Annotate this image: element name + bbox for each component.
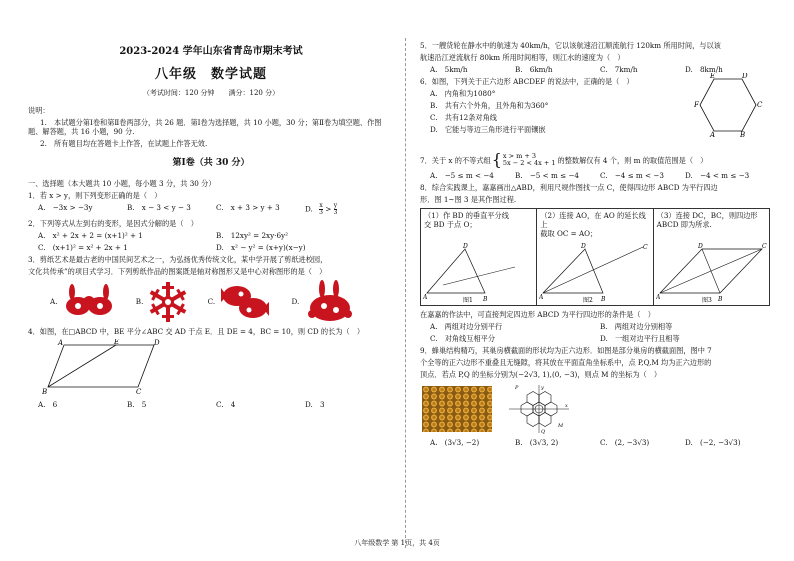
q9-stem-2: 个全等的正六边形不重叠且无缝隙，将其放在平面直角坐标系中，点 P,Q,M 均为正六边形的 [420, 358, 712, 367]
q1-stem: 1．若 x > y，则下列变形正确的是（ ） [28, 190, 162, 200]
exam-meta: （考试时间：120 分钟 满分：120 分） [142, 88, 280, 97]
q4-option-b: B. 5 [127, 399, 147, 409]
q4-label-d: D [154, 338, 160, 347]
q3-stem-1: 3．剪纸艺术是最古老的中国民间艺术之一，为弘扬优秀传统文化，某中学开展了剪纸进校园， [28, 254, 328, 264]
instruction-2: 2. 所有题目均在答题卡上作答，在试题上作答无效. [40, 138, 208, 148]
q3-option-c: C. [208, 280, 274, 324]
q6-block [420, 73, 770, 149]
q9-option-a: A. (3√3, −2) [430, 438, 480, 447]
q2-option-a: A. x² + 2x + 2 = (x+1)² + 1 [38, 230, 143, 240]
q7-options [430, 171, 770, 180]
q8-construction-boxes [420, 208, 770, 306]
svg-text:y: y [541, 385, 544, 391]
q3-option-b: B. [136, 280, 190, 324]
q8-fig1-caption: 图1 [463, 297, 473, 303]
q5-stem-1: 5．一艘货轮在静水中的航速为 40km/h，它以该航速沿江顺流航行 120km 所用时间，与以该 [420, 41, 721, 50]
q4-label-b: B [42, 387, 48, 395]
q1-option-d: D. $\frac{x}{3}$ > $\frac{y}{3}$ [305, 201, 338, 216]
q3-images [50, 280, 394, 324]
papercut-snowflake-icon [146, 280, 190, 324]
q6-label-a: A [710, 131, 716, 139]
q5-option-b: B. 6km/h [515, 65, 553, 74]
q9-option-d: D. (−2, −3√3) [685, 438, 741, 447]
q4-parallelogram-figure [42, 339, 162, 395]
q8-options [430, 322, 770, 343]
q8-stem-2: 形．图 1~图 3 是其作图过程. [420, 195, 517, 204]
q9-option-c: C. (2, −3√3) [600, 438, 650, 447]
q9-hexagon-grid-figure [506, 383, 572, 435]
q8-figure-3 [656, 241, 768, 303]
q8-option-d: D. 一组对边平行且相等 [600, 334, 680, 343]
q8-option-b: B. 两组对边分别相等 [600, 322, 673, 331]
q8-box-3: （3）连接 DC，BC，则四边形 ABCD 即为所求. A D B C 图3 [655, 211, 767, 303]
q1-option-c: C. x + 3 > y + 3 [216, 202, 280, 212]
q1-option-a: A. −3x > −3y [38, 202, 93, 212]
q2-option-b: B. 12xy² = 2xy·6y² [216, 230, 288, 240]
q1-options [38, 203, 394, 216]
q8-box-1: （1）作 BD 的垂直平分线 交 BD 于点 O； A D B 图1 [421, 209, 537, 305]
q5-option-d: D. 8km/h [685, 65, 723, 74]
svg-text:D: D [697, 243, 703, 250]
svg-text:C: C [643, 244, 648, 251]
q9-options [430, 438, 770, 447]
right-column [420, 38, 770, 450]
q4-option-d: D. 3 [305, 399, 325, 409]
q8-figure-2 [539, 241, 651, 303]
q1-option-b: B. x − 3 < y − 3 [127, 202, 191, 212]
honeycomb-photo [422, 386, 492, 432]
svg-text:D: D [581, 243, 587, 250]
part-heading: 一、选择题（本大题共 10 小题，每小题 3 分，共 30 分） [28, 178, 216, 188]
q7-option-c: C. −4 ≤ m < −3 [600, 171, 664, 180]
column-divider [405, 38, 406, 548]
q5-option-a: A. 5km/h [430, 65, 468, 74]
q6-label-f: F [694, 101, 699, 109]
q4-label-c: C [136, 387, 142, 395]
svg-text:M: M [558, 423, 564, 429]
svg-text:B: B [601, 296, 606, 303]
q6-label-b: B [740, 131, 746, 139]
q4-label-a: A [58, 338, 64, 347]
q7-option-b: B. −5 < m ≤ −4 [515, 171, 579, 180]
q8-option-c: C. 对角线互相平分 [430, 334, 496, 343]
q8-fig2-caption: 图2 [583, 297, 594, 303]
page-footer: 八年级数学 第 1页，共 4页 [354, 539, 440, 547]
q4-label-e: E [114, 338, 120, 346]
exam-title: 2023-2024 学年山东省青岛市期末考试 [119, 46, 303, 57]
svg-text:P: P [515, 385, 519, 391]
q9-stem-1: 9．蜂巢结构精巧，其巢房横截面的形状均为正六边形．如图是部分巢房的横截面图，图中 7 [420, 346, 712, 355]
svg-text:B: B [483, 296, 488, 303]
q6-hexagon-figure [694, 73, 764, 139]
q5-stem-2: 航速沿江逆流航行 80km 所用时间相等，则江水的速度为（ ） [420, 53, 625, 62]
q8-stem-3: 在嘉嘉的作法中，可直接判定四边形 ABCD 为平行四边形的条件是（ ） [420, 310, 655, 319]
q7-option-a: A. −5 ≤ m < −4 [430, 171, 494, 180]
q9-option-b: B. (3√3, 2) [515, 438, 559, 447]
q4-options [38, 400, 394, 409]
q3-option-d: D. [291, 280, 357, 324]
q4-option-a: A. 6 [38, 399, 58, 409]
papercut-rabbit-flower-icon [302, 280, 358, 324]
svg-text:x: x [565, 403, 568, 409]
q3-stem-2: 文化共传承”的项目式学习．下列剪纸作品的图案既是轴对称图形又是中心对称图形的是（ ） [28, 266, 327, 276]
q6-option-b: B. 共有六个外角，且外角和为360° [430, 101, 549, 110]
q7-option-d: D. −4 < m ≤ −3 [685, 171, 750, 180]
q8-stem-1: 8．综合实践课上，嘉嘉画出△ABD，利用尺规作图找一点 C，使得四边形 ABCD 为平行四边 [420, 183, 718, 192]
q2-option-d: D. x² − y² = (x+y)(x−y) [216, 242, 306, 252]
q6-label-c: C [757, 101, 763, 109]
q8-box-2: （2）连接 AO，在 AO 的延长线上 截取 OC = AO； A D B C 图2 [537, 209, 653, 305]
q6-option-c: C. 共有12条对角线 [430, 113, 497, 122]
q2-options [38, 231, 394, 252]
q8-fig3-caption: 图3 [701, 297, 712, 303]
svg-text:C: C [761, 243, 767, 250]
q5-option-c: C. 7km/h [600, 65, 638, 74]
svg-text:A: A [539, 294, 544, 301]
exam-subtitle: 八年级 数学试题 [154, 66, 267, 82]
q3-option-a: A. [50, 282, 118, 322]
section-title: 第Ⅰ卷（共 30 分） [172, 157, 250, 168]
instructions-label: 说明： [28, 105, 50, 115]
q6-option-d: D. 它能与等边三角形进行平面镶嵌 [430, 125, 546, 134]
q2-stem: 2．下列等式从左到右的变形，是因式分解的是（ ） [28, 218, 198, 228]
q8-figure-1 [423, 241, 527, 303]
papercut-fish-icon [217, 280, 273, 324]
svg-text:B: B [717, 296, 723, 303]
q9-figures [422, 383, 770, 435]
left-column [28, 38, 394, 412]
q6-label-d: D [742, 73, 748, 80]
q6-stem: 6．如图，下列关于正六边形 ABCDEF 的说法中，正确的是（ ） [420, 77, 634, 86]
instruction-1: 1. 本试题分第Ⅰ卷和第Ⅱ卷两部分，共 26 题．第Ⅰ卷为选择题，共 10 小题，30 分；第Ⅱ卷为填空题、作图题、解答题，共 16 小题，90 分. [28, 117, 382, 136]
svg-text:D: D [463, 243, 468, 250]
svg-text:Q: Q [541, 429, 546, 435]
q6-option-a: A. 内角和为1080° [430, 89, 496, 98]
q8-option-a: A. 两组对边分别平行 [430, 322, 503, 331]
papercut-rabbits-icon [60, 282, 118, 322]
q4-stem: 4．如图，在□ABCD 中，BE 平分∠ABC 交 AD 于点 E．且 DE = 4，BC = 10，则 CD 的长为（ ） [28, 326, 365, 336]
svg-text:A: A [423, 294, 428, 301]
q2-option-c: C. (x+1)² = x² + 2x + 1 [38, 242, 128, 252]
q6-label-e: E [710, 73, 716, 80]
q4-option-c: C. 4 [216, 399, 236, 409]
q7-stem: 7．关于 x 的不等式组 { x > m + 3 5x − 2 < 4x + 1 的整数解仅有 4 个，则 m 的取值范围是（ ） [420, 150, 708, 169]
q9-stem-3: 顶点．若点 P,Q 的坐标分别为(−2√3, 1),(0, −3)，则点 M 的坐标为（ ） [420, 370, 662, 379]
svg-text:A: A [655, 294, 660, 301]
